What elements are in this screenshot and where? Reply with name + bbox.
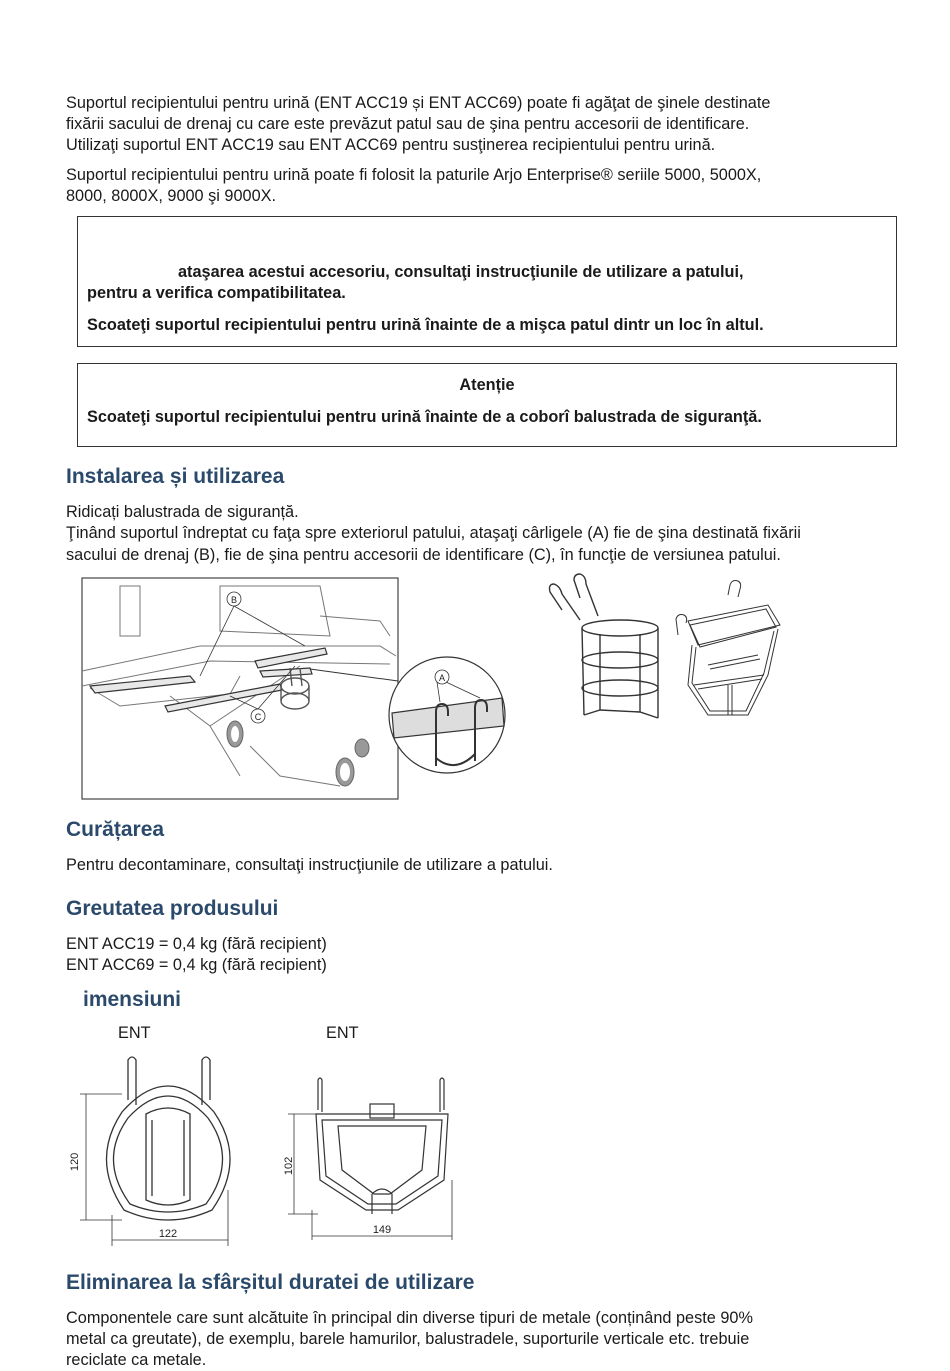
install-heading: Instalarea și utilizarea <box>66 465 285 488</box>
weight-line-2: ENT ACC69 = 0,4 kg (fără recipient) <box>66 956 327 974</box>
dimension-drawing-acc19 <box>62 1050 252 1250</box>
install-line-1: Ridicați balustrada de siguranță. <box>66 503 299 521</box>
intro-line-1: Suportul recipientului pentru urină (ENT ACC19 și ENT ACC69) poate fi agăţat de şinele destinate <box>66 94 771 112</box>
disposal-heading: Eliminarea la sfârșitul duratei de utilizare <box>66 1271 475 1294</box>
dim-right-height: 102 <box>283 1156 295 1176</box>
intro-line-2: fixării sacului de drenaj cu care este prevăzut patul sau de şina pentru accesorii de identificare. <box>66 115 750 133</box>
caution-text: Scoateţi suportul recipientului pentru urină înainte de a coborî balustrada de siguranţă. <box>87 408 762 426</box>
callout-a: A <box>438 673 446 683</box>
disposal-line-2: metal ca greutate), de exemplu, barele hamurilor, balustradele, suporturile verticale etc. trebuie <box>66 1330 750 1348</box>
install-line-2: Ţinând suportul îndreptat cu faţa spre exteriorul patului, ataşaţi cârligele (A) fie de şina destinată fixării <box>66 524 801 542</box>
holder-acc69-illustration <box>668 575 786 725</box>
cleaning-text: Pentru decontaminare, consultaţi instrucţiunile de utilizare a patului. <box>66 856 553 874</box>
caution-title: Atenție <box>459 376 515 394</box>
cleaning-heading: Curățarea <box>66 818 165 841</box>
intro-line-5: 8000, 8000X, 9000 şi 9000X. <box>66 187 277 205</box>
callout-b: B <box>230 595 238 605</box>
warning-box <box>77 216 897 347</box>
warning-line-3: Scoateţi suportul recipientului pentru urină înainte de a mişca patul dintr un loc în altul. <box>87 316 764 334</box>
callout-c: C <box>254 712 262 722</box>
disposal-line-1: Componentele care sunt alcătuite în principal din diverse tipuri de metale (conținând peste 90% <box>66 1309 753 1327</box>
bed-installation-illustration <box>80 576 510 802</box>
dim-left-height: 120 <box>69 1152 81 1172</box>
weight-heading: Greutatea produsului <box>66 897 279 920</box>
weight-line-1: ENT ACC19 = 0,4 kg (fără recipient) <box>66 935 327 953</box>
dim-left-width: 122 <box>158 1228 178 1240</box>
intro-line-4: Suportul recipientului pentru urină poate fi folosit la paturile Arjo Enterprise® seriile 5000, 5000X, <box>66 166 762 184</box>
caution-box <box>77 363 897 447</box>
install-line-3: sacului de drenaj (B), fie de şina pentru accesorii de identificare (C), în funcţie de versiunea patului. <box>66 546 781 564</box>
dimension-drawing-acc69 <box>278 1070 468 1245</box>
disposal-line-3: reciclate ca metale. <box>66 1351 207 1369</box>
dimensions-heading: imensiuni <box>83 988 182 1011</box>
dim-right-width: 149 <box>372 1224 392 1236</box>
warning-line-2: pentru a verifica compatibilitatea. <box>87 284 346 302</box>
warning-line-1: ataşarea acestui accesoriu, consultaţi instrucţiunile de utilizare a patului, <box>178 263 744 281</box>
dimensions-label-right: ENT <box>326 1024 359 1042</box>
holder-acc19-illustration <box>540 570 665 725</box>
dimensions-label-left: ENT <box>118 1024 151 1042</box>
intro-line-3: Utilizaţi suportul ENT ACC19 sau ENT ACC69 pentru susţinerea recipientului pentru urină. <box>66 136 716 154</box>
